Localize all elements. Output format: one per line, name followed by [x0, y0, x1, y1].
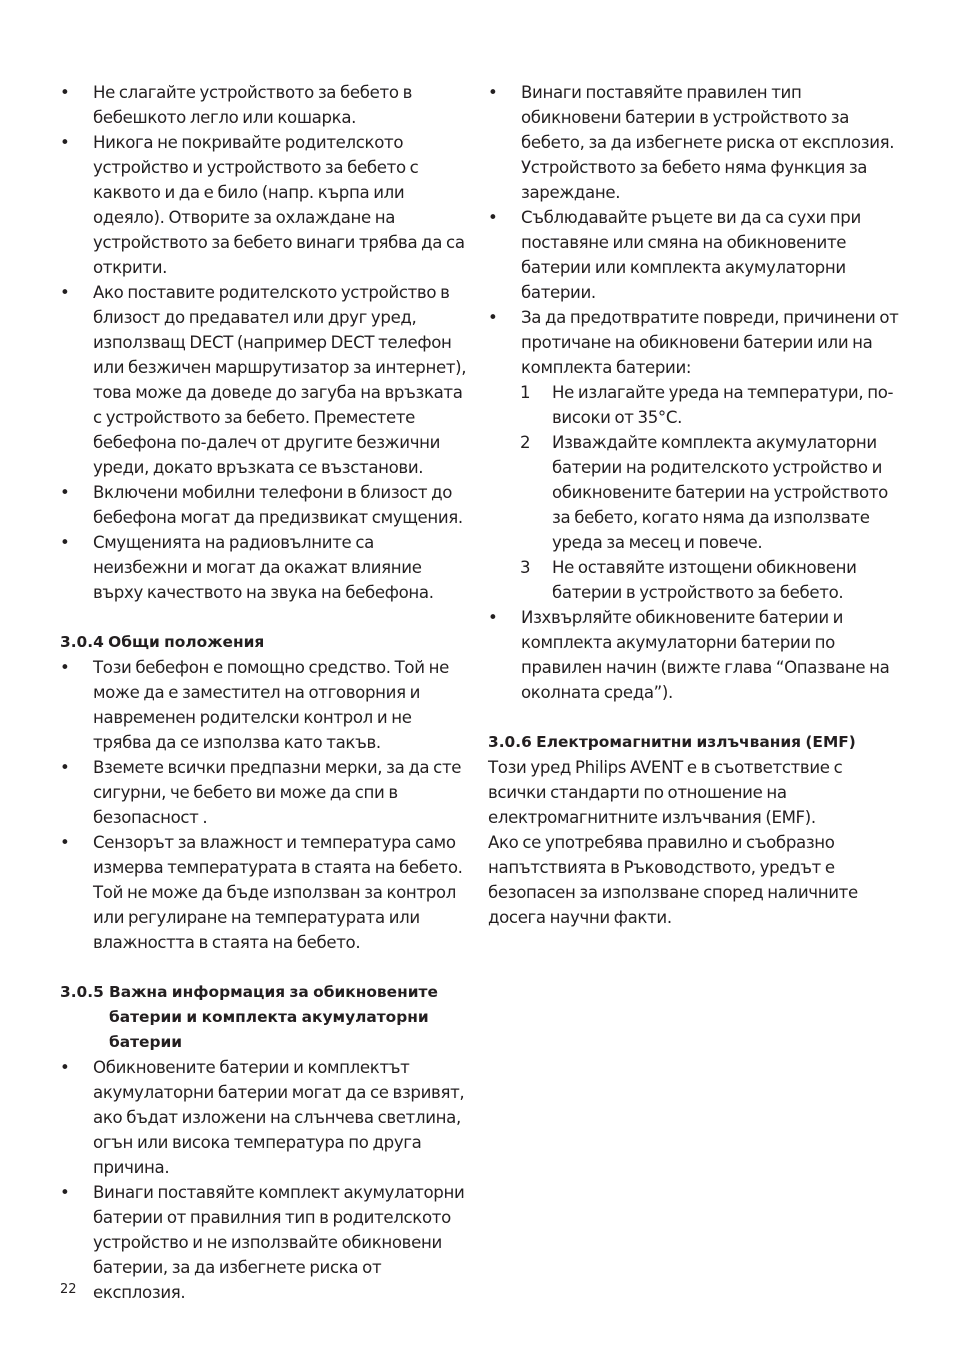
list-item: • Ако поставите родителското устройство в близост до предавател или друг уред, използващ DECT (например DECT телефон или безжичен маршрутизатор за интернет), това може да доведе до загуба на връзката с устройството за бебето. Преместете бебефона по-далеч от другите безжични уреди, докато връзката се възстанови. — [60, 280, 470, 480]
numbered-item — [488, 380, 903, 430]
numbered-item — [488, 555, 903, 605]
list-item: • Смущенията на радиовълните са неизбежни и могат да окажат влияние върху качеството на звука на бебефона. — [60, 530, 470, 605]
list-item: • Този бебефон е помощно средство. Той не може да е заместител на отговорния и навременен родителски контрол и не трябва да се използва като такъв. — [60, 655, 470, 755]
section-heading-batteries — [60, 980, 470, 1055]
list-item: • Винаги поставяйте правилен тип обикновени батерии в устройството за бебето, за да избегнете риска от експлозия. Устройството за бебето няма функция за зареждане. — [488, 80, 903, 205]
paragraph: Ако се употребява правилно и съобразно напътствията в Ръководството, уредът е безопасен за използване според наличните досега научни факти. — [488, 833, 858, 927]
list-item: • Винаги поставяйте комплект акумулаторни батерии от правилния тип в родителското устройство и не използвайте обикновени батерии, за да избегнете риска от експлозия. — [60, 1180, 470, 1305]
list-item: • Съблюдавайте ръцете ви да са сухи при поставяне или смяна на обикновените батерии или комплекта акумулаторни батерии. — [488, 205, 903, 305]
right-column — [488, 80, 903, 930]
item-number: 1 — [520, 383, 531, 402]
section-heading-general: 3.0.4 Общи положения — [60, 633, 265, 651]
paragraph: Този уред Philips AVENT е в съответствие с всички стандарти по отношение на електромагнитните излъчвания (EMF). — [488, 758, 843, 827]
list-item: • Сензорът за влажност и температура само измерва температурата в стаята на бебето. Той не може да бъде използван за контрол или регулиране на температурата или влажността в стаята на бебето. — [60, 830, 470, 955]
list-item: • Никога не покривайте родителското устройство и устройството за бебето с каквото и да е било (напр. кърпа или одеяло). Отворите за охлаждане на устройството за бебето винаги трябва да са открити. — [60, 130, 470, 280]
section-heading-text: Важна информация за обикновените батерии и комплекта акумулаторни батерии — [109, 983, 438, 1051]
numbered-item — [488, 430, 903, 555]
list-item: • Не слагайте устройството за бебето в бебешкото легло или кошарка. — [60, 80, 470, 130]
item-number: 3 — [520, 558, 531, 577]
list-item: • Включени мобилни телефони в близост до бебефона могат да предизвикат смущения. — [60, 480, 470, 530]
list-item: • Изхвърляйте обикновените батерии и комплекта акумулаторни батерии по правилен начин (вижте глава “Опазване на околната среда”). — [488, 605, 903, 705]
section-heading-number: 3.0.5 — [60, 983, 104, 1001]
item-text: Не излагайте уреда на температури, по-високи от 35°C. — [552, 383, 894, 427]
list-item: • За да предотвратите повреди, причинени от протичане на обикновени батерии или на комплекта батерии: — [488, 305, 903, 380]
item-number: 2 — [520, 433, 531, 452]
list-item: • Вземете всички предпазни мерки, за да сте сигурни, че бебето ви може да спи в безопасност . — [60, 755, 470, 830]
list-item: • Обикновените батерии и комплектът акумулаторни батерии могат да се взривят, ако бъдат изложени на слънчева светлина, огън или висока температура по друга причина. — [60, 1055, 470, 1180]
item-text: Не оставяйте изтощени обикновени батерии в устройството за бебето. — [552, 558, 857, 602]
item-text: Изваждайте комплекта акумулаторни батерии на родителското устройство и обикновените батерии на устройството за бебето, когато няма да използвате уреда за месец и повече. — [552, 433, 888, 552]
section-heading-emf: 3.0.6 Електромагнитни излъчвания (EMF) — [488, 733, 856, 751]
left-column — [60, 80, 470, 1305]
page-number: 22 — [60, 1282, 77, 1297]
